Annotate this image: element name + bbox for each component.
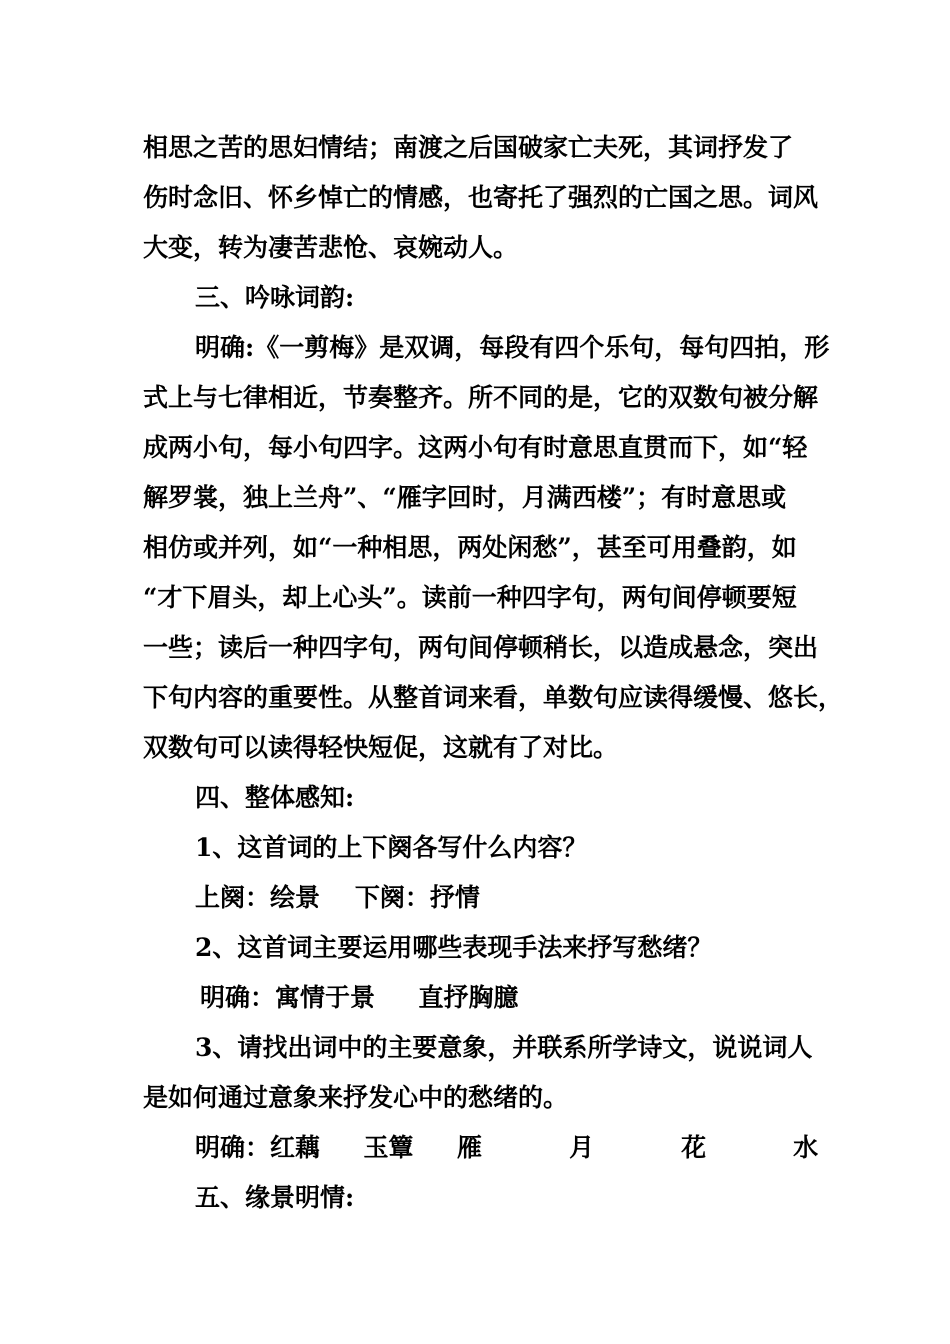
text-line-3: 大变，转为凄苦悲怆、哀婉动人。	[143, 233, 519, 262]
text-line-1: 相思之苦的思妇情结；南渡之后国破家亡夫死，其词抒发了	[143, 133, 794, 162]
text-line-2: 伤时念旧、怀乡悼亡的情感，也寄托了强烈的亡国之思。词风	[143, 183, 819, 212]
question-3-continued: 是如何通过意象来抒发心中的愁绪的。	[143, 1083, 569, 1112]
answer-1: 上阕：绘景 下阕：抒情	[195, 883, 480, 912]
text-line-10: “才下眉头，却上心头”。读前一种四字句，两句间停顿要短	[143, 583, 797, 612]
text-line-7: 成两小句，每小句四字。这两小句有时意思直贯而下，如“轻	[143, 433, 808, 462]
text-line-8: 解罗裳，独上兰舟”、“雁字回时，月满西楼”；有时意思或	[143, 483, 787, 512]
answer-2: 明确：寓情于景 直抒胸臆	[200, 983, 519, 1012]
answer-3: 明确：红藕 玉簟 雁 月 花 水	[195, 1133, 819, 1162]
text-line-9: 相仿或并列，如“一种相思，两处闲愁”，甚至可用叠韵，如	[143, 533, 797, 562]
text-line-12: 下句内容的重要性。从整首词来看，单数句应读得缓慢、悠长，	[143, 683, 844, 712]
question-1: 1、这首词的上下阕各写什么内容？	[195, 833, 588, 862]
text-line-5: 明确:《一剪梅》是双调，每段有四个乐句，每句四拍，形	[195, 333, 830, 362]
text-line-13: 双数句可以读得轻快短促，这就有了对比。	[143, 733, 619, 762]
section-heading-4: 四、整体感知:	[195, 783, 355, 812]
question-3: 3、请找出词中的主要意象，并联系所学诗文，说说词人	[195, 1033, 813, 1062]
section-heading-3: 三、吟咏词韵:	[195, 283, 355, 312]
question-2: 2、这首词主要运用哪些表现手法来抒写愁绪？	[195, 933, 713, 962]
text-line-11: 一些；读后一种四字句，两句间停顿稍长，以造成悬念，突出	[143, 633, 819, 662]
section-heading-5: 五、缘景明情:	[195, 1183, 355, 1212]
text-line-6: 式上与七律相近，节奏整齐。所不同的是，它的双数句被分解	[143, 383, 819, 412]
